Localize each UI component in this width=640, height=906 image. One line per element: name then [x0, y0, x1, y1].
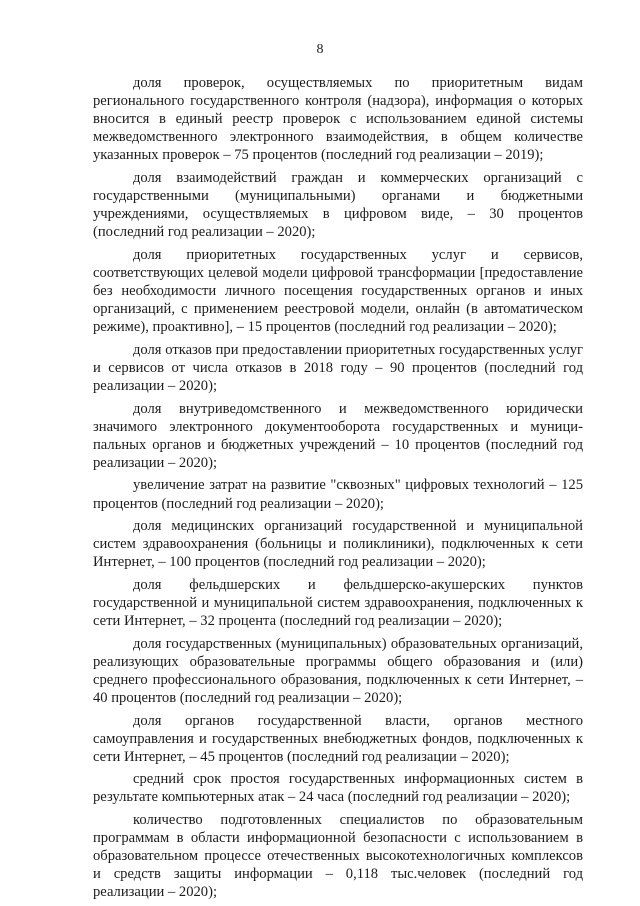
paragraph-government-bodies: доля органов государственной власти, органов местного самоуправления и государственных внебюджетных фондов, подключенных к сети Интернет, – 45 процентов (последний год реализации – 2020); — [93, 712, 583, 765]
paragraph-verification-share: доля проверок, осуществляемых по приоритетным видам регионального государственного контроля (надзора), информация о которых вносится в единый реестр проверок с использованием единой системы межведомственного электронного взаимодействия, в общем количестве указанных проверок – 75 процентов (последний год реализации – 2019); — [93, 75, 583, 164]
paragraph-security-specialists: количество подготовленных специалистов по образовательным программам в области информационной безопасности с использованием в образовательном процессе отечественных высокотехнологичных комплексов и средств защиты информации – 0,118 тыс.человек (последний год реализации – 2020); — [93, 812, 583, 901]
paragraph-priority-services: доля приоритетных государственных услуг и сервисов, соответствующих целевой модели цифровой трансформации [предоставление без необходимости личного посещения государственных органов и иных организаций, с применением реестровой модели, онлайн (в автоматическом режиме), проактивно], – 15 процентов (последний год реализации – 2020); — [93, 246, 583, 336]
paragraph-education-orgs: доля государственных (муниципальных) образовательных организаций, реализующих образовательные программы общего образования и (или) среднего профессионального образования, подключенных к сети Интернет, – 40 процентов (последний год реализации – 2020); — [93, 635, 583, 706]
paragraph-downtime: средний срок простоя государственных информационных систем в результате компьютерных атак – 24 часа (последний год реализации – 2020); — [93, 771, 583, 806]
paragraph-digital-interactions: доля взаимодействий граждан и коммерческих организаций с государственными (муниципальными) органами и бюджетными учреждениями, осуществляемых в цифровом виде, – 30 процентов (последний год реализации – 2020); — [93, 169, 583, 241]
page-number: 8 — [316, 42, 324, 57]
paragraph-feldsher-points: доля фельдшерских и фельдшерско-акушерских пунктов государственной и муниципальной систем здравоохранения, подключенных к сети Интернет, – 32 процента (последний год реализации – 2020); — [93, 576, 583, 630]
paragraph-refusals: доля отказов при предоставлении приоритетных государственных услуг и сервисов от числа отказов в 2018 году – 90 процентов (последний год реализации – 2020); — [93, 341, 583, 394]
paragraph-document-flow: доля внутриведомственного и межведомственного юридически значимого электронного документооборота государственных и муниципальных органов и бюджетных учреждений – 10 процентов (последний год реализации – 2020); — [93, 400, 583, 471]
paragraph-end-to-end-tech: увеличение затрат на развитие "сквозных" цифровых технологий – 125 процентов (последний год реализации – 2020); — [93, 477, 583, 512]
body-text — [93, 74, 583, 906]
paragraph-medical-orgs: доля медицинских организаций государственной и муниципальной систем здравоохранения (больницы и поликлиники), подключенных к сети Интернет, – 100 процентов (последний год реализации – 2020); — [93, 518, 583, 571]
